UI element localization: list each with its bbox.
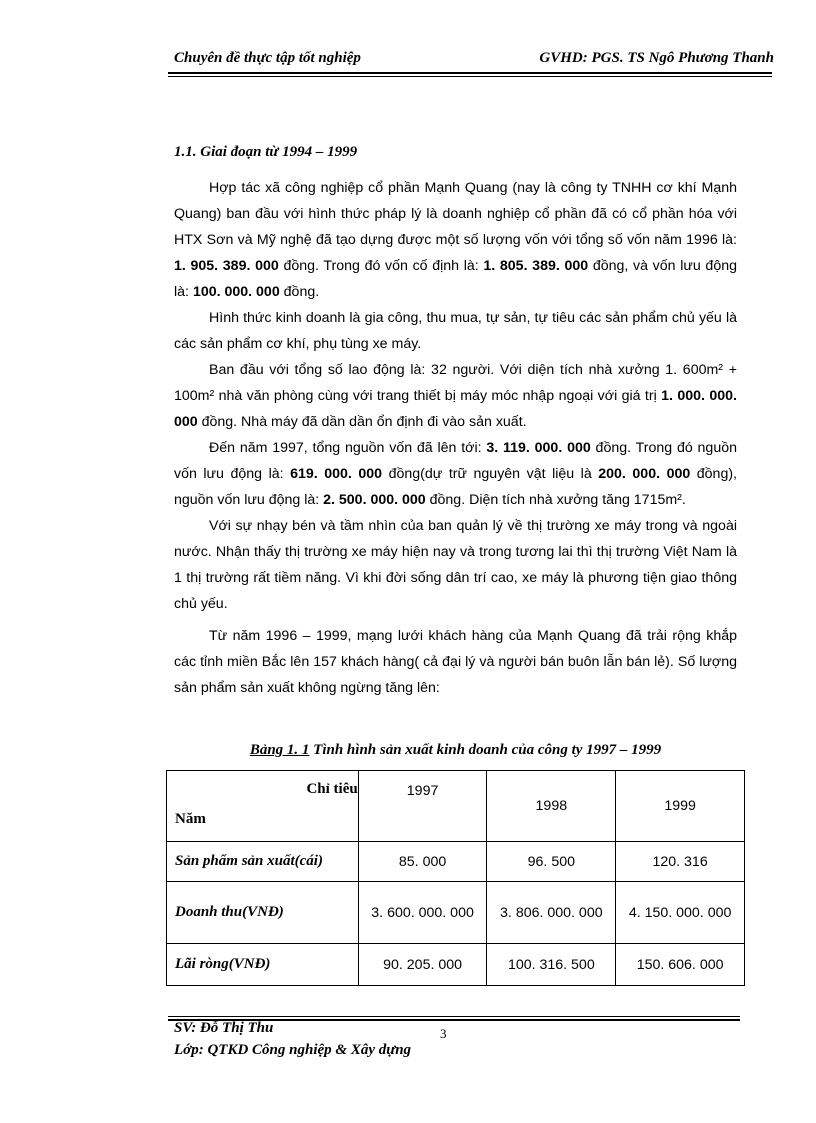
table-cell: 96. 500	[487, 842, 616, 882]
table-row	[167, 944, 745, 986]
corner-label-year: Năm	[175, 811, 206, 827]
capital-source: 2. 500. 000. 000	[323, 492, 426, 508]
paragraph-customers: Từ năm 1996 – 1999, mạng lưới khách hàng của Mạnh Quang đã trải rộng khắp các tỉnh miền Bắc lên 157 khách hàng( cả đại lý và người bán buôn lẫn bán lẻ). Số lượng sản phẩm sản xuất không ngừng tăng lên:	[174, 628, 737, 696]
footer-class: Lớp: QTKD Công nghiệp & Xây dựng	[174, 1042, 412, 1058]
table-row	[167, 842, 745, 882]
table-cell: 150. 606. 000	[616, 944, 745, 986]
row-label: Sản phẩm sản xuất(cái)	[167, 842, 359, 882]
working-capital-1997: 619. 000. 000	[290, 466, 383, 482]
total-capital-1997: 3. 119. 000. 000	[486, 440, 591, 456]
table-header-row	[167, 771, 745, 842]
corner-label-criteria: Chỉ tiêu	[306, 781, 358, 797]
footer-rule-thin	[168, 1016, 740, 1017]
working-capital: 100. 000. 000	[192, 284, 280, 300]
year-header: 1999	[616, 771, 745, 842]
header-rule-thick	[168, 72, 772, 74]
paragraph-labor: Ban đầu với tổng số lao động là: 32 người. Với diện tích nhà xưởng 1. 600m² + 100m² nhà văn phòng cùng với trang thiết bị máy móc nhập ngoại với giá trị 1. 000. 000. 000 đồng. Nhà máy đã dần dần ổn định đi vào sản xuất.	[174, 362, 737, 430]
fixed-capital: 1. 805. 389. 000	[483, 258, 589, 274]
header-thesis-title: Chuyên đề thực tập tốt nghiệp	[174, 50, 361, 66]
table-cell: 3. 600. 000. 000	[358, 882, 487, 944]
paragraph-market: Với sự nhạy bén và tầm nhìn của ban quản lý về thị trường xe máy trong và ngoài nước. Nhận thấy thị trường xe máy hiện nay và trong tương lai thì thị trường Việt Nam là 1 thị trường rất tiềm năng. Vì khi đời sống dân trí cao, xe máy là phương tiện giao thông chủ yếu.	[174, 518, 737, 612]
table-cell: 3. 806. 000. 000	[487, 882, 616, 944]
section-heading: 1.1. Giai đoạn từ 1994 – 1999	[174, 144, 358, 160]
header-rule-thin	[168, 76, 772, 77]
table-corner-cell	[167, 771, 359, 842]
production-table	[166, 770, 745, 986]
table-caption	[174, 742, 737, 759]
paragraph-1997: Đến năm 1997, tổng nguồn vốn đã lên tới: 3. 119. 000. 000 đồng. Trong đó nguồn vốn lưu động là: 619. 000. 000 đồng(dự trữ nguyên vật liệu là 200. 000. 000 đồng), nguồn vốn lưu động là: 2. 500. 000. 000 đồng. Diện tích nhà xưởng tăng 1715m².	[174, 440, 737, 508]
year-header: 1997	[358, 771, 487, 842]
capital-total: 1. 905. 389. 000	[174, 258, 279, 274]
equipment-value: 1. 000. 000. 000	[174, 388, 737, 430]
row-label: Lãi ròng(VNĐ)	[167, 944, 359, 986]
body-text	[174, 175, 737, 701]
table-cell: 85. 000	[358, 842, 487, 882]
page-number: 3	[440, 1026, 447, 1041]
table-caption-text: Tình hình sản xuất kinh doanh của công ty 1997 – 1999	[309, 742, 662, 758]
table-caption-label: Bảng 1. 1	[249, 742, 310, 758]
paragraph-business-form: Hình thức kinh doanh là gia công, thu mua, tự sản, tự tiêu các sản phẩm chủ yếu là các sản phẩm cơ khí, phụ tùng xe máy.	[174, 310, 737, 352]
table-cell: 100. 316. 500	[487, 944, 616, 986]
row-label: Doanh thu(VNĐ)	[167, 882, 359, 944]
table-row	[167, 882, 745, 944]
paragraph-capital: Hợp tác xã công nghiệp cổ phần Mạnh Quang (nay là công ty TNHH cơ khí Mạnh Quang) ban đầu với hình thức pháp lý là doanh nghiệp cổ phần đã có cổ phần hóa với HTX Sơn và Mỹ nghệ đã tạo dựng được một số lượng vốn với tổng số vốn năm 1996 là: 1. 905. 389. 000 đồng. Trong đó vốn cố định là: 1. 805. 389. 000 đồng, và vốn lưu động là: 100. 000. 000 đồng.	[174, 180, 737, 300]
footer-student: SV: Đỗ Thị Thu	[174, 1020, 274, 1036]
table-cell: 4. 150. 000. 000	[616, 882, 745, 944]
table-cell: 90. 205. 000	[358, 944, 487, 986]
year-header: 1998	[487, 771, 616, 842]
header-advisor: GVHD: PGS. TS Ngô Phương Thanh	[539, 50, 774, 66]
page-header	[168, 48, 772, 72]
material-reserve: 200. 000. 000	[598, 466, 691, 482]
table-cell: 120. 316	[616, 842, 745, 882]
